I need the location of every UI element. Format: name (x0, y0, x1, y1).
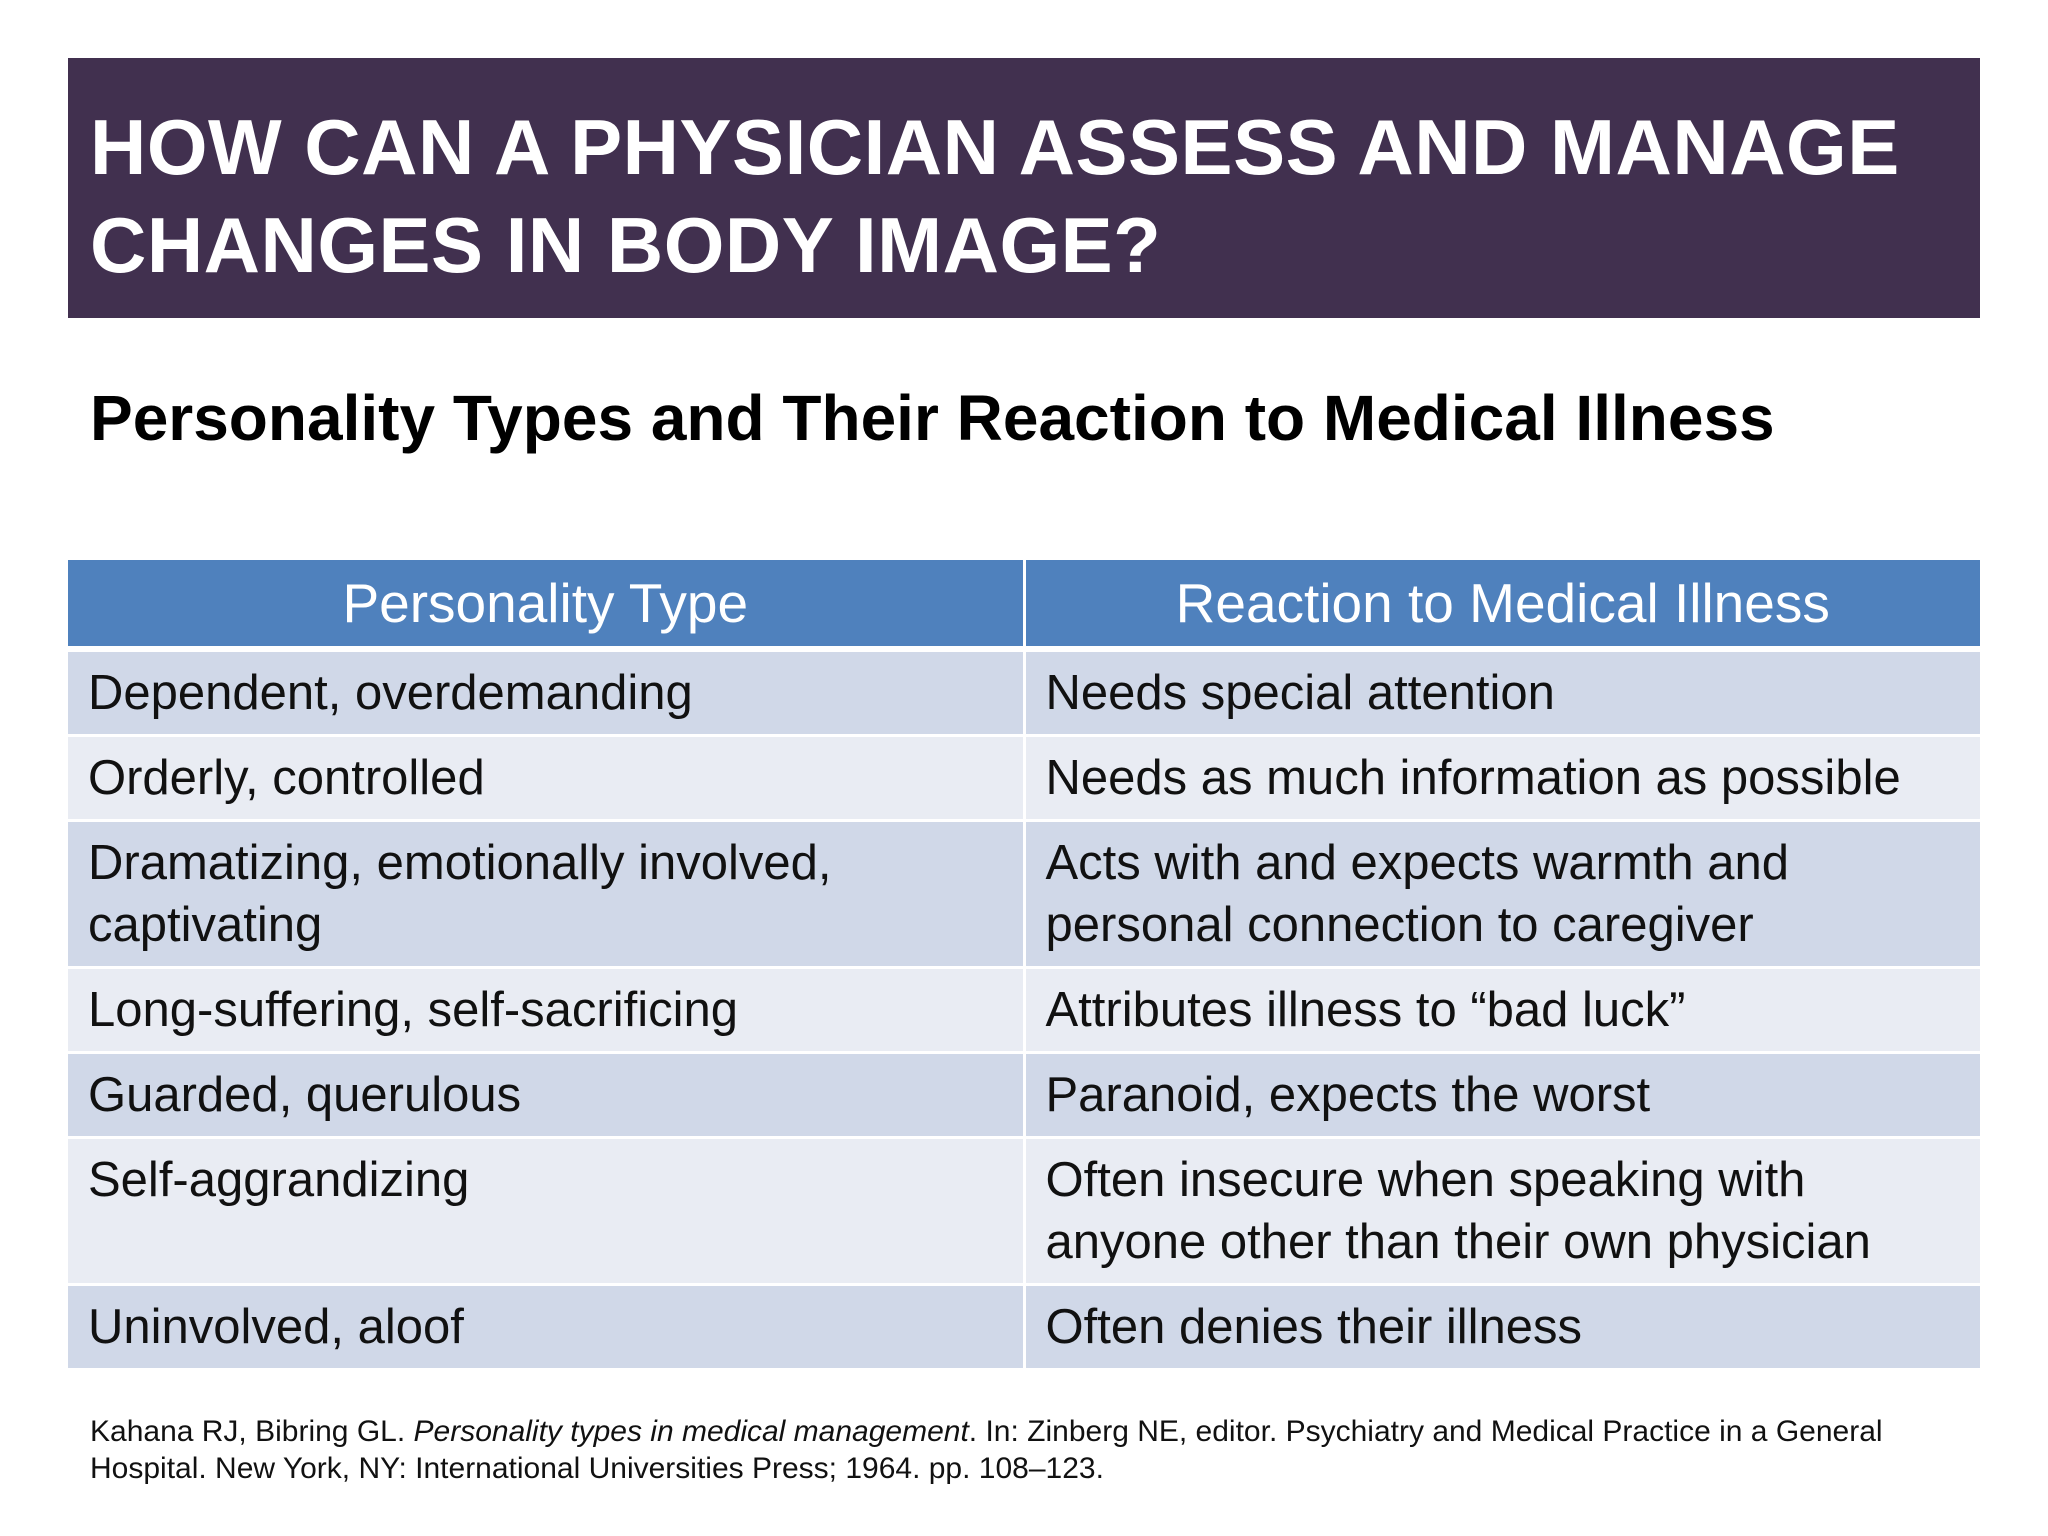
table-row (68, 736, 1980, 821)
reaction-cell: Paranoid, expects the worst (1024, 1053, 1980, 1138)
personality-cell: Dependent, overdemanding (68, 649, 1024, 736)
title-banner (68, 58, 1980, 318)
table-row (68, 1053, 1980, 1138)
personality-cell: Uninvolved, aloof (68, 1285, 1024, 1369)
personality-cell: Self-aggrandizing (68, 1138, 1024, 1285)
personality-cell: Orderly, controlled (68, 736, 1024, 821)
reaction-cell: Acts with and expects warmth and personal connection to caregiver (1024, 821, 1980, 968)
table-row (68, 1285, 1980, 1369)
table-row (68, 968, 1980, 1053)
citation-authors: Kahana RJ, Bibring GL. (90, 1415, 414, 1448)
table-row (68, 1138, 1980, 1285)
column-header-personality-type: Personality Type (68, 560, 1024, 649)
personality-reaction-table (68, 560, 1980, 1368)
reference-citation (90, 1413, 1970, 1487)
citation-work-title: Personality types in medical management (413, 1415, 969, 1448)
personality-cell: Dramatizing, emotionally involved, captivating (68, 821, 1024, 968)
table-row (68, 821, 1980, 968)
table-header-row (68, 560, 1980, 649)
citation-details: . In: Zinberg NE, editor. Psychiatry and Medical Practice in a General Hospital. New York, NY: International Universities Press; 1964. pp. 108–123. (90, 1415, 1883, 1485)
reaction-cell: Needs as much information as possible (1024, 736, 1980, 821)
column-header-reaction: Reaction to Medical Illness (1024, 560, 1980, 649)
slide-title: HOW CAN A PHYSICIAN ASSESS AND MANAGE CHANGES IN BODY IMAGE? (90, 103, 1900, 289)
personality-cell: Guarded, querulous (68, 1053, 1024, 1138)
reaction-cell: Often insecure when speaking with anyone other than their own physician (1024, 1138, 1980, 1285)
personality-cell: Long-suffering, self-sacrificing (68, 968, 1024, 1053)
reaction-cell: Often denies their illness (1024, 1285, 1980, 1369)
slide-subtitle: Personality Types and Their Reaction to Medical Illness (90, 382, 1775, 454)
table-row (68, 649, 1980, 736)
reaction-cell: Needs special attention (1024, 649, 1980, 736)
reaction-cell: Attributes illness to “bad luck” (1024, 968, 1980, 1053)
